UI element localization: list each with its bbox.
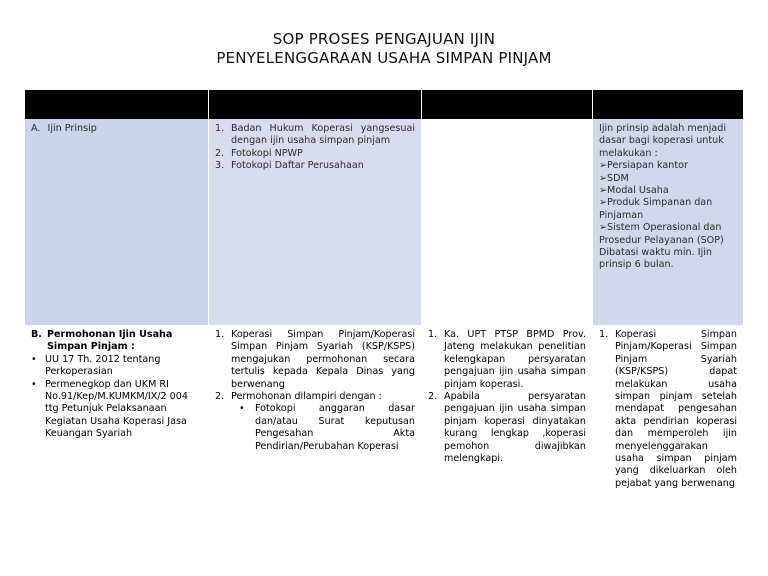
item-number: 1. (599, 329, 609, 340)
table-row (25, 119, 743, 325)
arrow-icon: ➢ (599, 185, 608, 197)
row-b-notes-cell (593, 325, 743, 576)
row-b-process-cell (422, 325, 593, 576)
bullet-icon: • (239, 403, 245, 415)
item-text: Produk Simpanan dan Pinjaman (599, 197, 713, 221)
list-item (215, 148, 415, 160)
item-text: Permohonan dilampiri dengan : (231, 391, 382, 403)
list-item (215, 160, 415, 172)
list-item (428, 329, 586, 391)
arrow-icon: ➢ (599, 222, 608, 234)
list-item (599, 222, 737, 247)
row-a-notes-intro: Ijin prinsip adalah menjadi dasar bagi koperasi untuk melakukan : (599, 123, 727, 159)
row-b-label: B. (31, 329, 42, 340)
row-b-title: Permohonan Ijin Usaha Simpan Pinjam : (47, 329, 173, 353)
header-cell (25, 90, 209, 119)
item-text: Koperasi Simpan Pinjam/Koperasi Simpan Pinjam Syariah (KSP/KSPS) mengajukan permohonan secara tertulis kepada Kepala Dinas yang berwenang (231, 329, 415, 390)
list-item (599, 197, 737, 222)
arrow-icon: ➢ (599, 172, 608, 184)
item-number: 3. (215, 160, 225, 172)
item-number: 1. (215, 329, 225, 340)
list-item (31, 354, 202, 379)
row-a-stage-cell (25, 119, 209, 325)
item-number: 1. (215, 123, 225, 134)
table-header-row (25, 90, 743, 119)
list-item (239, 403, 415, 453)
row-a-notes-cell (593, 119, 743, 325)
list-item (215, 329, 415, 391)
bullet-icon: • (31, 378, 37, 390)
item-text: Permenegkop dan UKM RI No.91/Kep/M.KUMKM/IX/2 004 ttg Petunjuk Pelaksanaan Kegiatan Usaha Koperasi Jasa Keuangan Syariah (45, 378, 188, 440)
arrow-icon: ➢ (599, 197, 608, 209)
row-b-stage-cell (25, 325, 209, 576)
item-number: 1. (428, 329, 438, 340)
item-text: Ka. UPT PTSP BPMD Prov. Jateng melakukan penelitian kelengkapan persyaratan pengajuan ijin usaha simpan pinjam koperasi. (444, 329, 586, 390)
item-text: SDM (607, 172, 629, 184)
header-cell (422, 90, 593, 119)
item-number: 2. (428, 391, 438, 403)
list-item (31, 379, 202, 441)
item-text: Fotokopi NPWP (231, 147, 303, 159)
bullet-icon: • (31, 353, 37, 365)
item-text: Persiapan kantor (607, 160, 688, 172)
item-text: Apabila persyaratan pengajuan ijin usaha simpan pinjam koperasi dinyatakan kurang lengkap ,koperasi pemohon diwajibkan melengkapi. (444, 391, 586, 465)
item-text: Fotokopi Daftar Perusahaan (231, 160, 364, 172)
header-cell (209, 90, 422, 119)
row-a-process-cell (422, 119, 593, 325)
list-item (599, 160, 737, 172)
row-a-label: A. (31, 123, 41, 134)
sop-table (25, 90, 743, 576)
header-cell (593, 90, 743, 119)
item-number: 2. (215, 391, 225, 403)
item-text: Sistem Operasional dan Prosedur Pelayanan (SOP) (599, 222, 724, 246)
title-line-2: PENYELENGGARAAN USAHA SIMPAN PINJAM (216, 49, 552, 67)
item-text: UU 17 Th. 2012 tentang Perkoperasian (45, 353, 161, 378)
list-item (215, 123, 415, 148)
arrow-icon: ➢ (599, 160, 608, 172)
item-text: Koperasi Simpan Pinjam/Koperasi Simpan Pinjam Syariah (KSP/KSPS) dapat melakukan usaha simpan pinjam setelah mendapat pengesahan akta pendirian koperasi dan memperoleh ijin menyelenggarakan usaha simpan pinjam yang dikeluarkan oleh pejabat yang berwenang (615, 329, 737, 489)
row-b-requirements-cell (209, 325, 422, 576)
list-item (599, 329, 737, 490)
item-text: Fotokopi anggaran dasar dan/atau Surat keputusan Pengesahan Akta Pendirian/Perubahan Koperasi (255, 403, 415, 452)
title-line-1: SOP PROSES PENGAJUAN IJIN (272, 30, 496, 48)
row-a-notes-duration: Dibatasi waktu min. Ijin prinsip 6 bulan. (599, 247, 712, 271)
page-title (0, 30, 768, 68)
row-a-title: Ijin Prinsip (47, 123, 97, 134)
table-row (25, 325, 743, 576)
list-item (599, 173, 737, 185)
item-number: 2. (215, 147, 225, 159)
list-item (215, 391, 415, 403)
row-a-requirements-cell (209, 119, 422, 325)
item-text: Modal Usaha (607, 185, 669, 197)
list-item (428, 391, 586, 465)
item-text: Badan Hukum Koperasi yangsesuai dengan ijin usaha simpan pinjam (231, 123, 415, 147)
list-item (599, 185, 737, 197)
